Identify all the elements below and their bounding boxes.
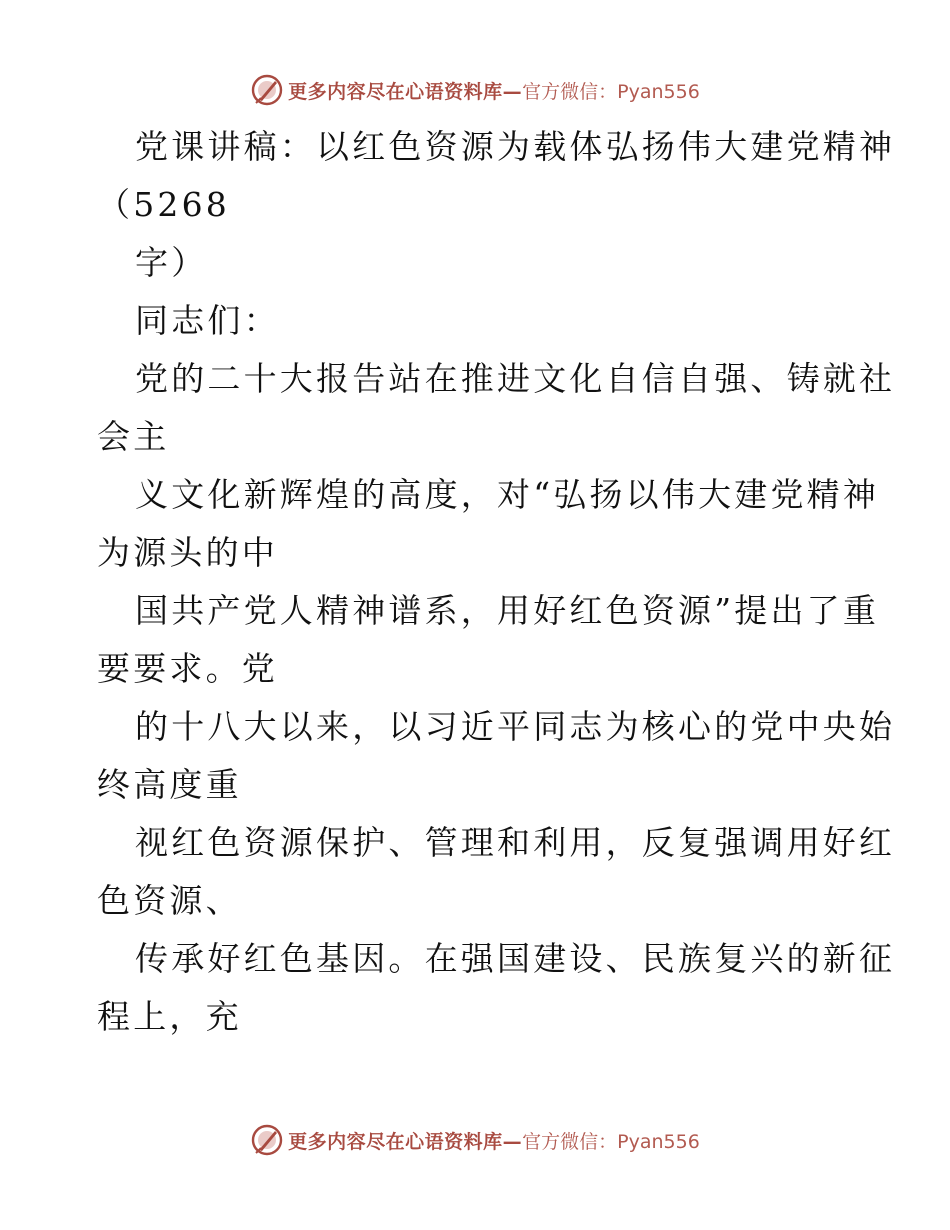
text-line: 程上，充 xyxy=(97,997,242,1036)
text-line: 终高度重 xyxy=(97,765,242,804)
quill-pen-logo-icon xyxy=(250,1123,284,1157)
watermark-text: 更多内容尽在心语资料库— xyxy=(288,80,523,103)
watermark-text: 更多内容尽在心语资料库— xyxy=(288,1130,523,1153)
watermark-wechat: 官方微信：Pyan556 xyxy=(522,1130,700,1153)
text-line: 会主 xyxy=(97,417,170,456)
text-line: 国共产党人精神谱系，用好红色资源”提出了重 xyxy=(135,591,880,630)
watermark-wechat: 官方微信：Pyan556 xyxy=(522,80,700,103)
text-line: 字） xyxy=(135,243,208,282)
text-line: 传承好红色基因。在强国建设、民族复兴的新征 xyxy=(135,939,896,978)
text-line: 同志们： xyxy=(135,301,280,340)
text-line: （5268 xyxy=(97,185,230,224)
text-line: 色资源、 xyxy=(97,881,242,920)
text-line: 要要求。党 xyxy=(97,649,278,688)
footer-watermark xyxy=(0,1120,950,1160)
document-body xyxy=(97,118,896,1046)
text-line: 义文化新辉煌的高度，对“弘扬以伟大建党精神 xyxy=(135,475,880,514)
text-line: 为源头的中 xyxy=(97,533,278,572)
text-line: 的十八大以来，以习近平同志为核心的党中央始 xyxy=(135,707,896,746)
text-line: 视红色资源保护、管理和利用，反复强调用好红 xyxy=(135,823,896,862)
text-line: 党的二十大报告站在推进文化自信自强、铸就社 xyxy=(135,359,896,398)
header-watermark xyxy=(0,70,950,110)
text-line: 党课讲稿：以红色资源为载体弘扬伟大建党精神 xyxy=(135,127,896,166)
quill-pen-logo-icon xyxy=(250,73,284,107)
